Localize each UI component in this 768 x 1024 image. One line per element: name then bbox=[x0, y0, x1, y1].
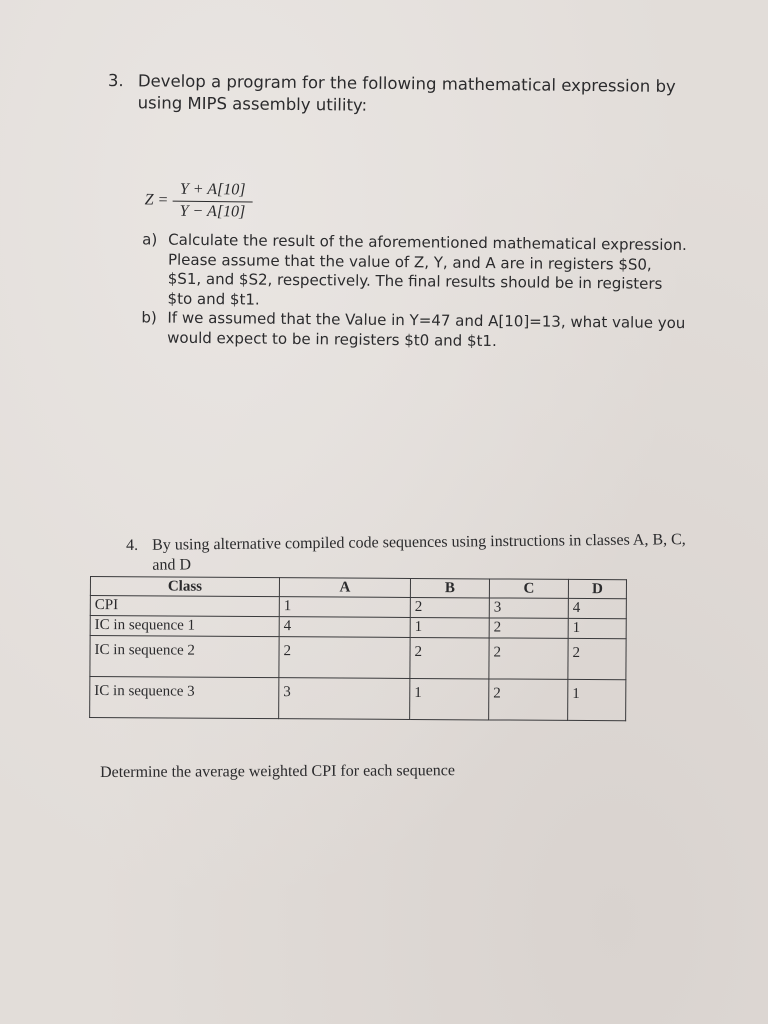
part-b bbox=[141, 308, 701, 353]
table-cell: 3 bbox=[279, 678, 410, 720]
table-cell: 3 bbox=[489, 598, 568, 618]
row-label: CPI bbox=[90, 596, 279, 617]
header-class: Class bbox=[90, 577, 279, 597]
question-3 bbox=[107, 70, 708, 350]
header-c: C bbox=[489, 579, 568, 598]
header-a: A bbox=[279, 578, 410, 598]
table-cell: 2 bbox=[279, 637, 410, 679]
cpi-table bbox=[89, 576, 627, 721]
part-b-letter: b) bbox=[141, 308, 157, 327]
table-cell: 2 bbox=[489, 638, 568, 679]
formula-fraction bbox=[172, 181, 252, 222]
table-cell: 1 bbox=[568, 679, 626, 720]
part-a-letter: a) bbox=[142, 230, 158, 249]
table-cell: 4 bbox=[568, 598, 626, 618]
table-cell: 1 bbox=[410, 617, 489, 637]
part-a-text: Calculate the result of the aforementioned mathematical expression. Please assume that the value of Z, Y, and A are in registers $S0, $S1, and $S2, respectively. The final results should be in registers $to and $t1. bbox=[167, 230, 687, 309]
header-d: D bbox=[568, 579, 626, 598]
header-b: B bbox=[410, 578, 489, 597]
table-header-row bbox=[90, 577, 626, 599]
question-4-number: 4. bbox=[126, 536, 139, 554]
row-label: IC in sequence 3 bbox=[90, 677, 279, 719]
formula-lhs: Z = bbox=[144, 191, 169, 209]
table-row bbox=[90, 677, 626, 721]
part-b-text: If we assumed that the Value in Y=47 and A[10]=13, what value you would expect to be in registers $t0 and $t1. bbox=[167, 308, 686, 350]
table-cell: 2 bbox=[489, 679, 568, 720]
formula-denominator: Y − A[10] bbox=[179, 202, 246, 221]
formula-numerator: Y + A[10] bbox=[173, 181, 253, 203]
table-cell: 1 bbox=[279, 597, 410, 618]
table-cell: 2 bbox=[489, 618, 568, 638]
question-3-parts bbox=[141, 230, 702, 353]
instruction-footer: Determine the average weighted CPI for each sequence bbox=[100, 762, 456, 781]
cpi-table-wrapper bbox=[89, 576, 627, 721]
table-cell: 4 bbox=[279, 617, 410, 638]
part-a bbox=[142, 230, 703, 314]
table-cell: 1 bbox=[410, 678, 489, 719]
table-cell: 1 bbox=[568, 618, 626, 638]
table-row bbox=[90, 616, 626, 639]
question-3-number: 3. bbox=[107, 70, 124, 91]
table-row bbox=[90, 636, 626, 680]
question-3-text: Develop a program for the following mathematical expression by using MIPS assembly utility: bbox=[137, 71, 676, 115]
row-label: IC in sequence 2 bbox=[90, 636, 279, 678]
question-4 bbox=[126, 530, 706, 576]
question-4-text: By using alternative compiled code sequences using instructions in classes A, B, C, and D bbox=[152, 531, 686, 574]
row-label: IC in sequence 1 bbox=[90, 616, 279, 637]
table-cell: 2 bbox=[568, 638, 626, 679]
table-cell: 2 bbox=[410, 637, 489, 678]
table-cell: 2 bbox=[410, 597, 489, 617]
